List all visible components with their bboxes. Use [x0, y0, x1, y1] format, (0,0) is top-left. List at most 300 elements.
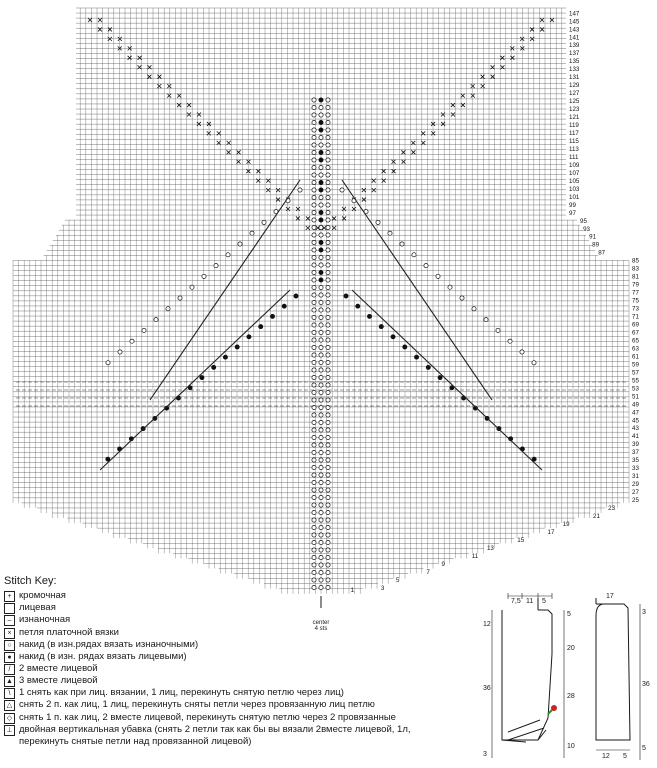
yarnover-mark	[319, 315, 323, 319]
sleeve-side-2: 5	[642, 745, 646, 752]
key-text: 3 вместе лицевой	[19, 675, 98, 687]
garter-stitch-mark	[266, 188, 270, 192]
yarnover-mark	[319, 308, 323, 312]
yarnover-mark	[326, 270, 330, 274]
yarnover-mark	[326, 210, 330, 214]
garter-stitch-mark	[187, 103, 191, 107]
garter-stitch-mark	[167, 84, 171, 88]
key-item	[4, 699, 474, 711]
yarnover-mark	[312, 248, 316, 252]
yarnover-mark	[326, 390, 330, 394]
garter-stitch-mark	[296, 216, 300, 220]
row-label: 115	[569, 137, 579, 145]
yarnover-mark	[326, 473, 330, 477]
yarnover-mark	[319, 525, 323, 529]
garter-stitch-mark	[237, 150, 241, 154]
sleeve-top: 17	[606, 593, 614, 600]
yarnover-mark	[312, 488, 316, 492]
row-label: 37	[632, 449, 639, 457]
row-label: 139	[569, 42, 580, 50]
yarnover-mark	[319, 330, 323, 334]
garter-stitch-mark	[372, 188, 376, 192]
yarnover-mark	[312, 120, 316, 124]
yarnover-mark	[496, 328, 500, 332]
yarnover-mark	[312, 240, 316, 244]
yarnover-mark	[319, 390, 323, 394]
yarnover-mark	[312, 375, 316, 379]
garter-stitch-mark	[138, 56, 142, 60]
dim-left-0: 12	[483, 621, 491, 628]
garter-stitch-mark	[491, 75, 495, 79]
yarnover-mark	[312, 473, 316, 477]
yarnover-mark	[312, 330, 316, 334]
garter-stitch-mark	[108, 37, 112, 41]
garter-stitch-mark	[362, 188, 366, 192]
filled-yarnover-mark	[319, 98, 323, 102]
yarnover-mark	[312, 300, 316, 304]
yarnover-mark	[312, 128, 316, 132]
row-label: 89	[592, 241, 600, 249]
filled-yarnover-mark	[259, 325, 263, 329]
filled-yarnover-mark	[319, 270, 323, 274]
garter-stitch-mark	[157, 84, 161, 88]
yarnover-mark	[326, 173, 330, 177]
garter-stitch-mark	[362, 198, 366, 202]
yarnover-mark	[326, 300, 330, 304]
yarnover-mark	[319, 360, 323, 364]
row-label: 63	[632, 345, 639, 353]
key-symbol: ●	[4, 652, 15, 663]
yarnover-mark	[326, 428, 330, 432]
yarnover-mark	[319, 563, 323, 567]
filled-yarnover-mark	[379, 325, 383, 329]
row-label: 27	[632, 489, 639, 497]
yarnover-mark	[312, 315, 316, 319]
yarnover-mark	[319, 345, 323, 349]
row-label: 35	[632, 457, 639, 465]
garter-stitch-mark	[128, 56, 132, 60]
yarnover-mark	[319, 293, 323, 297]
yarnover-mark	[340, 188, 344, 192]
row-label: 1	[350, 587, 355, 594]
yarnover-mark	[312, 533, 316, 537]
garter-stitch-mark	[461, 103, 465, 107]
yarnover-mark	[262, 220, 266, 224]
garter-stitch-mark	[157, 75, 161, 79]
row-label: 41	[632, 433, 639, 441]
yarnover-mark	[312, 285, 316, 289]
filled-yarnover-mark	[282, 304, 286, 308]
key-item	[4, 712, 474, 724]
yarnover-mark	[312, 135, 316, 139]
key-item	[4, 602, 474, 614]
yarnover-mark	[319, 413, 323, 417]
garter-stitch-mark	[431, 131, 435, 135]
yarnover-mark	[326, 98, 330, 102]
yarnover-mark	[326, 135, 330, 139]
dim-right-3: 10	[567, 743, 575, 750]
key-symbol: △	[4, 700, 15, 711]
yarnover-mark	[312, 105, 316, 109]
filled-yarnover-mark	[294, 294, 298, 298]
garter-stitch-mark	[401, 150, 405, 154]
garter-stitch-mark	[481, 84, 485, 88]
stitch-key	[4, 574, 474, 748]
yarnover-mark	[326, 383, 330, 387]
garter-stitch-mark	[332, 226, 336, 230]
garter-stitch-mark	[392, 160, 396, 164]
yarnover-mark	[326, 165, 330, 169]
row-label: 141	[569, 34, 580, 42]
filled-yarnover-mark	[319, 158, 323, 162]
garter-stitch-mark	[98, 18, 102, 22]
garter-stitch-mark	[306, 226, 310, 230]
row-label: 97	[569, 209, 576, 217]
row-label: 51	[632, 393, 639, 401]
yarnover-mark	[319, 555, 323, 559]
row-label: 105	[569, 177, 580, 185]
yarnover-mark	[326, 368, 330, 372]
yarnover-mark	[106, 361, 110, 365]
filled-yarnover-mark	[403, 345, 407, 349]
row-label: 61	[632, 353, 639, 361]
row-label: 85	[632, 257, 639, 265]
yarnover-mark	[319, 450, 323, 454]
yarnover-mark	[326, 113, 330, 117]
key-text: двойная вертикальная убавка (снять 2 петли так как бы вы вязали 2вместе лицевой, 1л,	[19, 723, 411, 735]
yarnover-mark	[319, 165, 323, 169]
row-label: 21	[593, 513, 600, 521]
key-item	[4, 736, 474, 748]
yarnover-mark	[326, 548, 330, 552]
yarnover-mark	[326, 435, 330, 439]
yarnover-mark	[238, 242, 242, 246]
garter-stitch-mark	[167, 94, 171, 98]
row-label: 57	[632, 369, 639, 377]
row-label: 23	[608, 505, 616, 513]
yarnover-mark	[178, 296, 182, 300]
row-label: 13	[486, 544, 494, 552]
yarnover-mark	[436, 274, 440, 278]
yarnover-mark	[312, 518, 316, 522]
yarnover-mark	[250, 231, 254, 235]
row-label: 39	[632, 441, 639, 449]
row-label: 67	[632, 329, 639, 337]
yarnover-mark	[460, 296, 464, 300]
yarnover-mark	[312, 150, 316, 154]
yarnover-mark	[312, 255, 316, 259]
center-text: center	[312, 620, 330, 626]
yarnover-mark	[326, 105, 330, 109]
yarnover-mark	[312, 338, 316, 342]
sleeve-side-0: 3	[642, 609, 646, 616]
row-label: 7	[426, 568, 430, 576]
yarnover-mark	[326, 540, 330, 544]
yarnover-mark	[312, 278, 316, 282]
yarnover-mark	[484, 318, 488, 322]
yarnover-mark	[312, 443, 316, 447]
row-label: 31	[632, 473, 639, 481]
filled-yarnover-mark	[319, 278, 323, 282]
yarnover-mark	[326, 480, 330, 484]
decrease-diagonal	[100, 290, 290, 470]
filled-yarnover-mark	[319, 248, 323, 252]
dim-top-0: 7,5	[511, 598, 521, 605]
yarnover-mark	[326, 248, 330, 252]
yarnover-mark	[214, 264, 218, 268]
yarnover-mark	[312, 173, 316, 177]
row-label: 25	[632, 497, 639, 505]
yarnover-mark	[312, 458, 316, 462]
key-text: снять 1 п. как лиц, 2 вместе лицевой, перекинуть снятую петлю через 2 провязанные	[19, 711, 396, 723]
key-text: кромочная	[19, 590, 66, 602]
key-symbol: +	[4, 591, 15, 602]
yarnover-mark	[412, 253, 416, 257]
yarnover-mark	[326, 443, 330, 447]
key-text: петля платочной вязки	[19, 626, 119, 638]
yarnover-mark	[319, 105, 323, 109]
yarnover-mark	[319, 173, 323, 177]
key-symbol: –	[4, 615, 15, 626]
garter-stitch-mark	[197, 113, 201, 117]
yarnover-mark	[388, 231, 392, 235]
yarnover-mark	[312, 428, 316, 432]
row-label: 5	[396, 576, 400, 584]
yarnover-mark	[472, 307, 476, 311]
yarnover-mark	[312, 203, 316, 207]
yarnover-mark	[312, 398, 316, 402]
key-symbol: ▲	[4, 676, 15, 687]
yarnover-mark	[312, 390, 316, 394]
yarnover-mark	[326, 495, 330, 499]
yarnover-mark	[312, 450, 316, 454]
yarnover-mark	[326, 360, 330, 364]
yarnover-mark	[326, 188, 330, 192]
yarnover-mark	[312, 195, 316, 199]
filled-yarnover-mark	[200, 376, 204, 380]
garter-stitch-mark	[118, 37, 122, 41]
key-symbol: ◇	[4, 713, 15, 724]
yarnover-mark	[312, 180, 316, 184]
key-symbol: ⊥	[4, 725, 15, 736]
key-item	[4, 614, 474, 626]
yarnover-mark	[312, 435, 316, 439]
yarnover-mark	[298, 188, 302, 192]
yarnover-mark	[319, 540, 323, 544]
yarnover-mark	[319, 480, 323, 484]
yarnover-mark	[319, 143, 323, 147]
row-label: 81	[632, 273, 639, 281]
yarnover-mark	[312, 323, 316, 327]
dim-right-2: 28	[567, 693, 575, 700]
yarnover-mark	[326, 518, 330, 522]
row-label: 103	[569, 185, 580, 193]
filled-yarnover-mark	[319, 218, 323, 222]
garter-stitch-mark	[177, 103, 181, 107]
yarnover-mark	[326, 120, 330, 124]
yarnover-mark	[319, 255, 323, 259]
row-label: 143	[569, 26, 580, 34]
yarnover-mark	[520, 350, 524, 354]
yarnover-mark	[319, 503, 323, 507]
yarnover-mark	[312, 495, 316, 499]
yarnover-mark	[312, 525, 316, 529]
key-text: перекинуть снятые петли над провязанной лицевой)	[19, 735, 252, 747]
yarnover-mark	[326, 450, 330, 454]
row-label: 93	[583, 225, 590, 233]
row-label: 55	[632, 377, 639, 385]
yarnover-mark	[326, 225, 330, 229]
row-label: 109	[569, 161, 580, 169]
yarnover-mark	[319, 368, 323, 372]
garter-stitch-mark	[306, 216, 310, 220]
decrease-diagonal	[150, 180, 300, 400]
key-title: Stitch Key:	[4, 575, 57, 587]
row-label: 75	[632, 297, 639, 305]
filled-yarnover-mark	[235, 345, 239, 349]
yarnover-mark	[319, 420, 323, 424]
key-text: 2 вместе лицевой	[19, 663, 98, 675]
yarnover-mark	[312, 540, 316, 544]
filled-yarnover-mark	[319, 210, 323, 214]
yarnover-mark	[319, 510, 323, 514]
yarnover-mark	[319, 443, 323, 447]
key-item	[4, 724, 474, 736]
row-label: 91	[589, 233, 597, 241]
garter-stitch-mark	[342, 216, 346, 220]
filled-yarnover-mark	[319, 128, 323, 132]
yarnover-mark	[326, 278, 330, 282]
key-text: накид (в изн.рядах вязать изнаночными)	[19, 638, 199, 650]
row-label: 131	[569, 74, 580, 82]
row-label: 123	[569, 106, 580, 114]
yarnover-mark	[326, 128, 330, 132]
row-label: 11	[471, 552, 479, 560]
garter-stitch-mark	[382, 179, 386, 183]
yarnover-mark	[130, 339, 134, 343]
yarnover-mark	[326, 413, 330, 417]
yarnover-mark	[154, 318, 158, 322]
key-item	[4, 627, 474, 639]
garment-schematic	[478, 590, 648, 762]
row-label: 111	[569, 153, 579, 161]
dim-left-1: 36	[483, 685, 491, 692]
garter-stitch-mark	[187, 113, 191, 117]
yarnover-mark	[400, 242, 404, 246]
row-label: 17	[547, 528, 555, 536]
dim-top-1: 11	[526, 598, 534, 605]
key-text: лицевая	[19, 602, 56, 614]
filled-yarnover-mark	[426, 365, 430, 369]
garter-stitch-mark	[296, 207, 300, 211]
yarnover-mark	[319, 323, 323, 327]
row-label: 117	[569, 130, 579, 138]
yarnover-mark	[312, 480, 316, 484]
yarnover-mark	[326, 353, 330, 357]
yarnover-mark	[326, 218, 330, 222]
garter-stitch-mark	[540, 18, 544, 22]
yarnover-mark	[326, 510, 330, 514]
yarnover-mark	[319, 203, 323, 207]
row-label: 145	[569, 18, 580, 26]
yarnover-mark	[326, 375, 330, 379]
filled-yarnover-mark	[414, 355, 418, 359]
yarnover-mark	[312, 360, 316, 364]
garter-stitch-mark	[266, 179, 270, 183]
key-symbol: \	[4, 688, 15, 699]
row-label: 83	[632, 265, 639, 273]
yarnover-mark	[202, 274, 206, 278]
row-label: 129	[569, 82, 580, 90]
filled-yarnover-mark	[356, 304, 360, 308]
row-label: 137	[569, 50, 580, 58]
row-label: 71	[632, 313, 639, 321]
row-label: 43	[632, 425, 639, 433]
row-label: 101	[569, 193, 580, 201]
yarnover-mark	[312, 345, 316, 349]
row-label: 79	[632, 281, 639, 289]
front-piece	[502, 598, 552, 742]
filled-yarnover-mark	[319, 180, 323, 184]
yarnover-mark	[312, 510, 316, 514]
garter-stitch-mark	[500, 56, 504, 60]
filled-yarnover-mark	[438, 376, 442, 380]
garter-stitch-mark	[451, 103, 455, 107]
filled-yarnover-mark	[319, 240, 323, 244]
filled-yarnover-mark	[367, 314, 371, 318]
row-label: 45	[632, 417, 639, 425]
filled-yarnover-mark	[247, 335, 251, 339]
yarnover-mark	[166, 307, 170, 311]
filled-yarnover-mark	[212, 365, 216, 369]
row-label: 65	[632, 337, 639, 345]
yarnover-mark	[312, 263, 316, 267]
row-label: 135	[569, 58, 580, 66]
yarnover-mark	[312, 368, 316, 372]
yarnover-mark	[319, 518, 323, 522]
yarnover-mark	[326, 285, 330, 289]
garter-stitch-mark	[471, 94, 475, 98]
yarnover-mark	[319, 435, 323, 439]
yarnover-mark	[326, 555, 330, 559]
yarnover-mark	[326, 338, 330, 342]
garter-stitch-mark	[520, 37, 524, 41]
yarnover-mark	[326, 143, 330, 147]
key-symbol: /	[4, 664, 15, 675]
yarnover-mark	[319, 383, 323, 387]
garter-stitch-mark	[352, 207, 356, 211]
row-label: 53	[632, 385, 639, 393]
sleeve-bottom-0: 12	[602, 753, 610, 760]
yarnover-mark	[326, 398, 330, 402]
key-item	[4, 651, 474, 663]
yarnover-mark	[326, 203, 330, 207]
red-flower	[548, 705, 557, 714]
yarnover-mark	[319, 353, 323, 357]
yarnover-mark	[326, 195, 330, 199]
filled-yarnover-mark	[270, 314, 274, 318]
garter-stitch-mark	[247, 160, 251, 164]
row-label: 95	[580, 217, 587, 225]
row-label: 15	[517, 536, 525, 544]
row-label: 73	[632, 305, 639, 313]
row-label: 127	[569, 90, 580, 98]
row-label: 99	[569, 201, 576, 209]
garter-stitch-mark	[227, 150, 231, 154]
yarnover-mark	[326, 263, 330, 267]
yarnover-mark	[312, 210, 316, 214]
yarnover-mark	[376, 220, 380, 224]
